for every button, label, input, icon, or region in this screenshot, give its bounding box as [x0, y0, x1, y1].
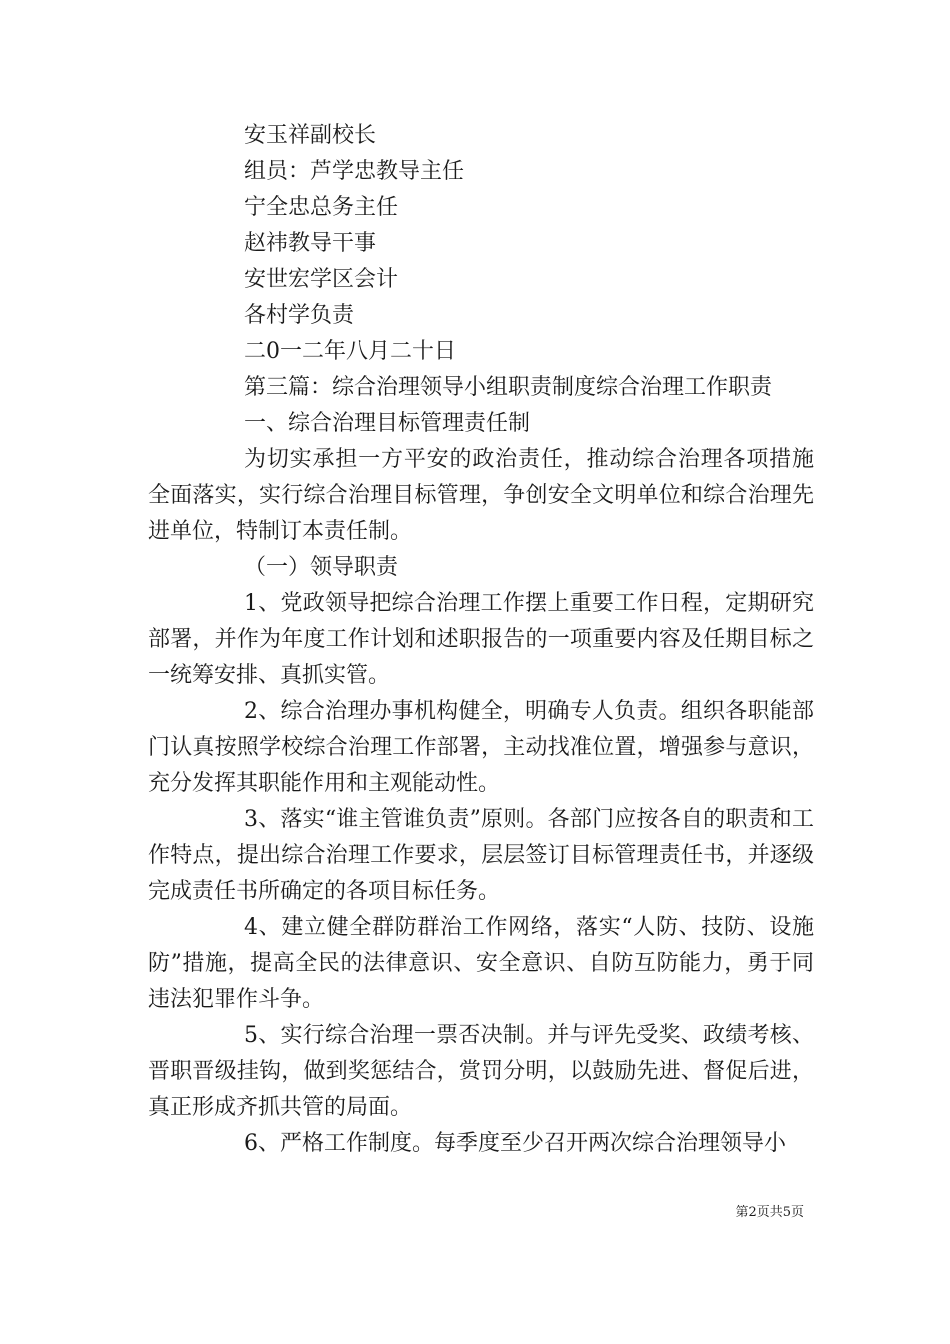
document-body: [148, 118, 814, 1162]
clause-paragraph: 5、实行综合治理一票否决制。并与评先受奖、政绩考核、晋职晋级挂钩，做到奖惩结合，赏罚分明，以鼓励先进、督促后进，真正形成齐抓共管的局面。: [148, 1023, 814, 1120]
member-line: 宁全忠总务主任: [244, 195, 399, 220]
clause-paragraph: 1、党政领导把综合治理工作摆上重要工作日程，定期研究部署，并作为年度工作计划和述职报告的一项重要内容及任期目标之一统筹安排、真抓实管。: [148, 591, 814, 688]
member-line: 各村学负责: [244, 303, 355, 328]
member-line: 组员：芦学忠教导主任: [244, 159, 465, 184]
member-line: 安玉祥副校长: [244, 123, 377, 148]
member-line: 安世宏学区会计: [244, 267, 399, 292]
subsection-heading: （一）领导职责: [244, 555, 399, 580]
clause-paragraph: 3、落实“谁主管谁负责”原则。各部门应按各自的职责和工作特点，提出综合治理工作要求，层层签订目标管理责任书，并逐级完成责任书所确定的各项目标任务。: [148, 807, 814, 904]
clause-paragraph: 6、严格工作制度。每季度至少召开两次综合治理领导小: [244, 1131, 786, 1156]
section-title: 第三篇：综合治理领导小组职责制度综合治理工作职责: [244, 375, 773, 400]
section-heading: 一、综合治理目标管理责任制: [244, 411, 531, 436]
date-line: 二0一二年八月二十日: [244, 339, 456, 364]
intro-paragraph: 为切实承担一方平安的政治责任，推动综合治理各项措施全面落实，实行综合治理目标管理，争创安全文明单位和综合治理先进单位，特制订本责任制。: [148, 447, 814, 544]
clause-paragraph: 4、建立健全群防群治工作网络，落实“人防、技防、设施防”措施，提高全民的法律意识、安全意识、自防互防能力，勇于同违法犯罪作斗争。: [148, 915, 814, 1012]
clause-paragraph: 2、综合治理办事机构健全，明确专人负责。组织各职能部门认真按照学校综合治理工作部署，主动找准位置，增强参与意识，充分发挥其职能作用和主观能动性。: [148, 699, 814, 796]
member-line: 赵祎教导干事: [244, 231, 377, 256]
page-number: 第2页共5页: [735, 1205, 804, 1220]
